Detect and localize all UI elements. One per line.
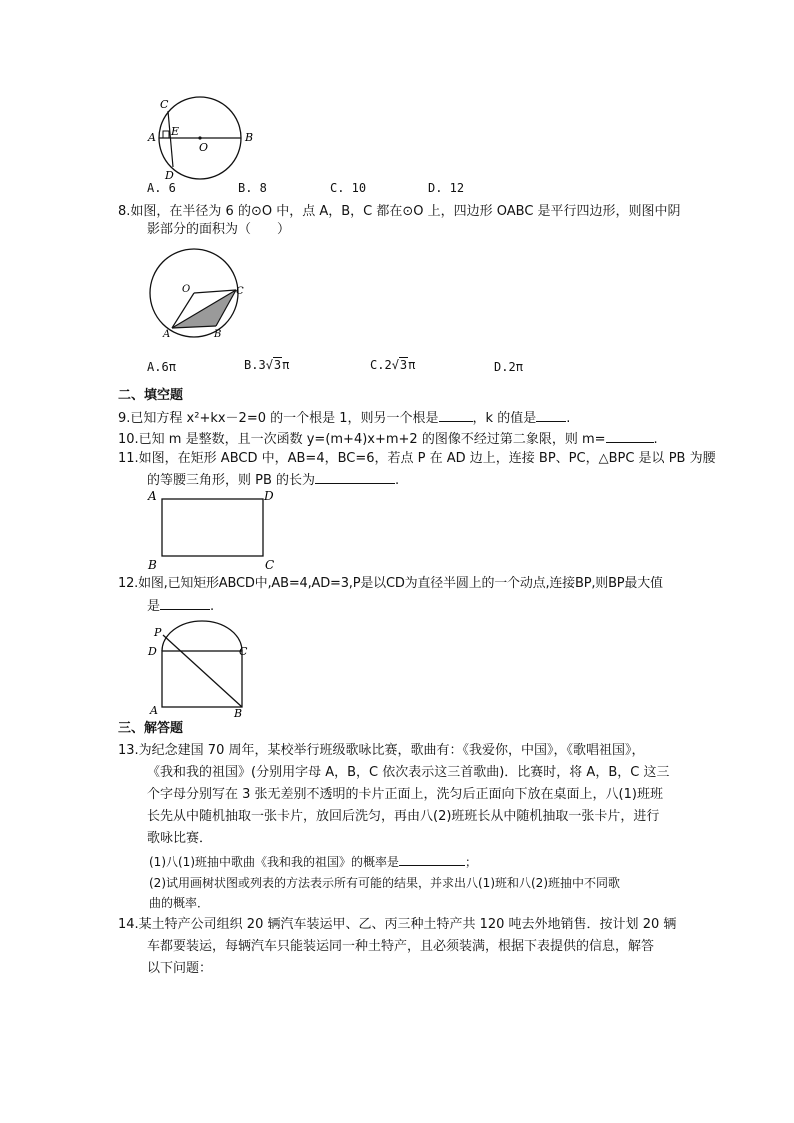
q14-line-2: 车都要装运，每辆汽车只能装运同一种土特产，且必须装满，根据下表提供的信息，解答 (147, 939, 655, 954)
section-2-title: 二、填空题 (118, 388, 184, 403)
sqrt-icon: √ (391, 358, 399, 372)
q9-text (118, 408, 570, 428)
q8-option-d (494, 360, 523, 374)
q7-chord-cd (168, 111, 173, 167)
q14-line-1: 14.某土特产公司组织 20 辆汽车装运甲、乙、丙三种土特产共 120 吨去外地销售．按计划 20 辆 (118, 917, 677, 932)
q9-blank-root[interactable] (439, 408, 473, 422)
q13-line-5: 歌咏比赛． (147, 831, 213, 846)
q12-blank-bp[interactable] (160, 596, 210, 610)
q8-option-a (147, 360, 176, 374)
q11-label-a: A (148, 489, 157, 503)
q8-option-c-radical (392, 357, 408, 372)
q12-rectangle-abcd (162, 651, 242, 707)
q12-label-d: D (148, 645, 157, 658)
q8-option-b-text: B.3 (244, 358, 266, 372)
q13-sub1 (149, 852, 477, 871)
q10-text-part1: 10.已知 m 是整数，且一次函数 y=(m+4)x+m+2 的图像不经过第二象限，则 m= (118, 432, 606, 447)
q8-option-c-pi: π (408, 358, 416, 372)
q7-label-e: E (171, 125, 180, 138)
q12-semicircle (162, 621, 242, 651)
q9-text-part2: ，k 的值是 (472, 411, 537, 426)
q8-option-a-text: A.6 (147, 360, 169, 374)
q12-text-line2 (147, 596, 214, 616)
q12-text-line1: 12.如图,已知矩形ABCD中,AB=4,AD=3,P是以CD为直径半圆上的一个动点,连接BP,则BP最大值 (118, 576, 663, 591)
q8-label-a: A (163, 329, 171, 340)
q8-option-b-pi: π (282, 358, 290, 372)
q12-label-a: A (150, 704, 158, 717)
q7-label-d: D (165, 169, 174, 181)
q7-option-a: A. 6 (147, 181, 176, 195)
q8-option-c (370, 357, 415, 372)
q7-right-angle-mark (163, 131, 169, 138)
q12-text-line2-b: . (210, 599, 215, 614)
q11-label-d: D (264, 489, 274, 503)
q7-label-b: B (245, 131, 254, 144)
q10-text (118, 429, 658, 449)
q13-sub2-line2: 曲的概率． (149, 896, 210, 910)
q8-text-line1: 8.如图，在半径为 6 的⊙O 中，点 A，B，C 都在⊙O 上，四边形 OABC 是平行四边形，则图中阴 (118, 204, 681, 219)
q11-text-line2-b: . (395, 473, 400, 488)
q11-label-b: B (148, 558, 157, 571)
q8-option-d-text: D.2 (494, 360, 516, 374)
q11-figure (144, 489, 284, 571)
q12-label-b: B (234, 707, 243, 719)
q8-option-b (244, 357, 289, 372)
q13-line-2: 《我和我的祖国》(分别用字母 A，B，C 依次表示这三首歌曲)．比赛时，将 A，B，C 这三 (147, 765, 670, 780)
q11-text-line1: 11.如图，在矩形 ABCD 中，AB=4，BC=6，若点 P 在 AD 边上，连接 BP、PC，△BPC 是以 PB 为腰 (118, 451, 716, 466)
q8-option-c-radicand: 3 (399, 358, 408, 372)
q13-blank-probability[interactable] (399, 852, 465, 866)
q11-text-line2 (147, 470, 399, 490)
q7-label-c: C (160, 98, 169, 111)
q7-figure (140, 96, 270, 181)
q7-label-o: O (199, 141, 209, 154)
q10-blank-m[interactable] (606, 429, 654, 443)
q9-text-part1: 9.已知方程 x²+kx－2=0 的一个根是 1，则另一个根是 (118, 411, 439, 426)
q11-blank-pb[interactable] (315, 470, 395, 484)
q8-text-line2: 影部分的面积为（ ） (147, 222, 291, 237)
q8-option-d-pi: π (515, 360, 523, 374)
q11-text-line2-a: 的等腰三角形，则 PB 的长为 (147, 473, 316, 488)
q7-label-a: A (148, 131, 156, 144)
q13-line-4: 长先从中随机抽取一张卡片，放回后洗匀，再由八(2)班班长从中随机抽取一张卡片，进行 (147, 809, 660, 824)
q8-option-b-radical (266, 357, 282, 372)
q8-label-b: B (214, 329, 222, 340)
q13-line-3: 个字母分别写在 3 张无差别不透明的卡片正面上，洗匀后正面向下放在桌面上，八(1)班班 (147, 787, 663, 802)
q8-option-a-pi: π (168, 360, 176, 374)
q9-blank-k[interactable] (536, 408, 566, 422)
q12-figure (144, 614, 254, 719)
q11-rectangle-abcd (162, 499, 263, 556)
q12-segment-bp (163, 635, 242, 707)
q13-sub1-end: ； (465, 855, 478, 869)
q13-sub2-line1: (2)试用画树状图或列表的方法表示所有可能的结果，并求出八(1)班和八(2)班抽中不同歌 (149, 876, 620, 890)
q11-label-c: C (265, 558, 275, 571)
q9-text-part3: . (566, 411, 571, 426)
q12-text-line2-a: 是 (147, 599, 161, 614)
q14-line-3: 以下问题： (147, 961, 213, 976)
q12-label-p: P (154, 626, 162, 639)
q7-center-dot (198, 136, 201, 139)
q7-option-c: C. 10 (330, 181, 367, 195)
q13-line-1: 13.为纪念建国 70 周年，某校举行班级歌咏比赛，歌曲有：《我爱你，中国》，《歌唱祖国》， (118, 743, 645, 758)
q8-label-c: C (236, 286, 244, 297)
q13-sub1-text: (1)八(1)班抽中歌曲《我和我的祖国》的概率是 (149, 855, 399, 869)
q8-segment-oc (194, 290, 236, 293)
q8-option-c-text: C.2 (370, 358, 392, 372)
section-3-title: 三、解答题 (118, 721, 184, 736)
q10-text-part2: . (653, 432, 658, 447)
q8-label-o: O (182, 284, 191, 295)
q8-option-b-radicand: 3 (273, 358, 282, 372)
q12-label-c: C (239, 645, 248, 658)
q8-figure (146, 248, 246, 343)
q7-option-d: D. 12 (428, 181, 465, 195)
q7-option-b: B. 8 (238, 181, 267, 195)
sqrt-icon: √ (265, 358, 273, 372)
